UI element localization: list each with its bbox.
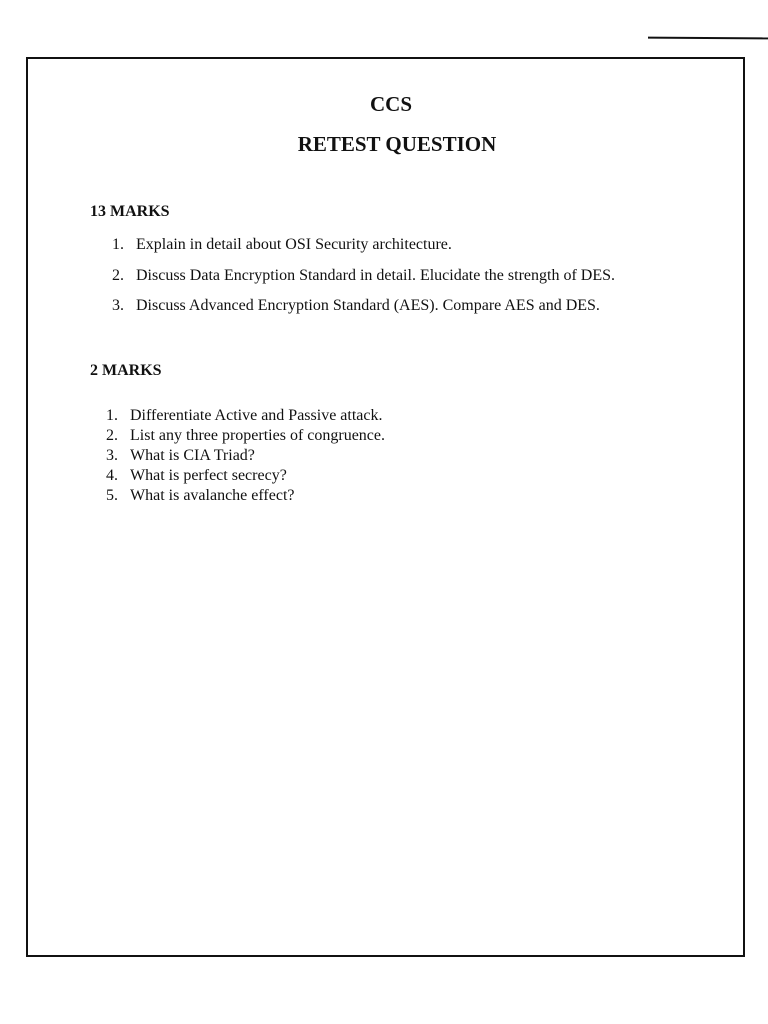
question-text: List any three properties of congruence.: [130, 427, 386, 444]
list-item: [112, 267, 672, 285]
scan-edge-line: [648, 37, 768, 40]
question-text: Differentiate Active and Passive attack.: [130, 407, 383, 424]
list-item: [106, 466, 506, 486]
question-number: 3.: [112, 297, 124, 314]
question-number: 2.: [106, 427, 118, 444]
list-item: [106, 406, 506, 426]
list-item: [106, 486, 506, 506]
section-heading-13-marks: 13 MARKS: [90, 203, 170, 220]
question-text: What is avalanche effect?: [130, 487, 295, 504]
list-item: [112, 297, 672, 315]
document-subtitle: RETEST QUESTION: [297, 132, 497, 156]
question-text: Explain in detail about OSI Security architecture.: [136, 236, 452, 253]
page-border: [26, 57, 745, 957]
section-heading-2-marks: 2 MARKS: [90, 362, 162, 379]
document-title: CCS: [369, 92, 412, 116]
thirteen-marks-question-list: [112, 236, 672, 315]
question-number: 2.: [112, 267, 124, 284]
question-number: 3.: [106, 447, 118, 464]
question-text: What is CIA Triad?: [130, 447, 255, 464]
question-text: Discuss Advanced Encryption Standard (AES). Compare AES and DES.: [136, 297, 600, 314]
list-item: [106, 426, 506, 446]
list-item: [106, 446, 506, 466]
question-number: 5.: [106, 487, 118, 504]
question-number: 1.: [112, 236, 124, 253]
question-number: 1.: [106, 407, 118, 424]
two-marks-question-list: [106, 406, 506, 506]
question-text: Discuss Data Encryption Standard in detail. Elucidate the strength of DES.: [136, 267, 615, 284]
question-text: What is perfect secrecy?: [130, 467, 287, 484]
question-number: 4.: [106, 467, 118, 484]
list-item: [112, 236, 672, 254]
